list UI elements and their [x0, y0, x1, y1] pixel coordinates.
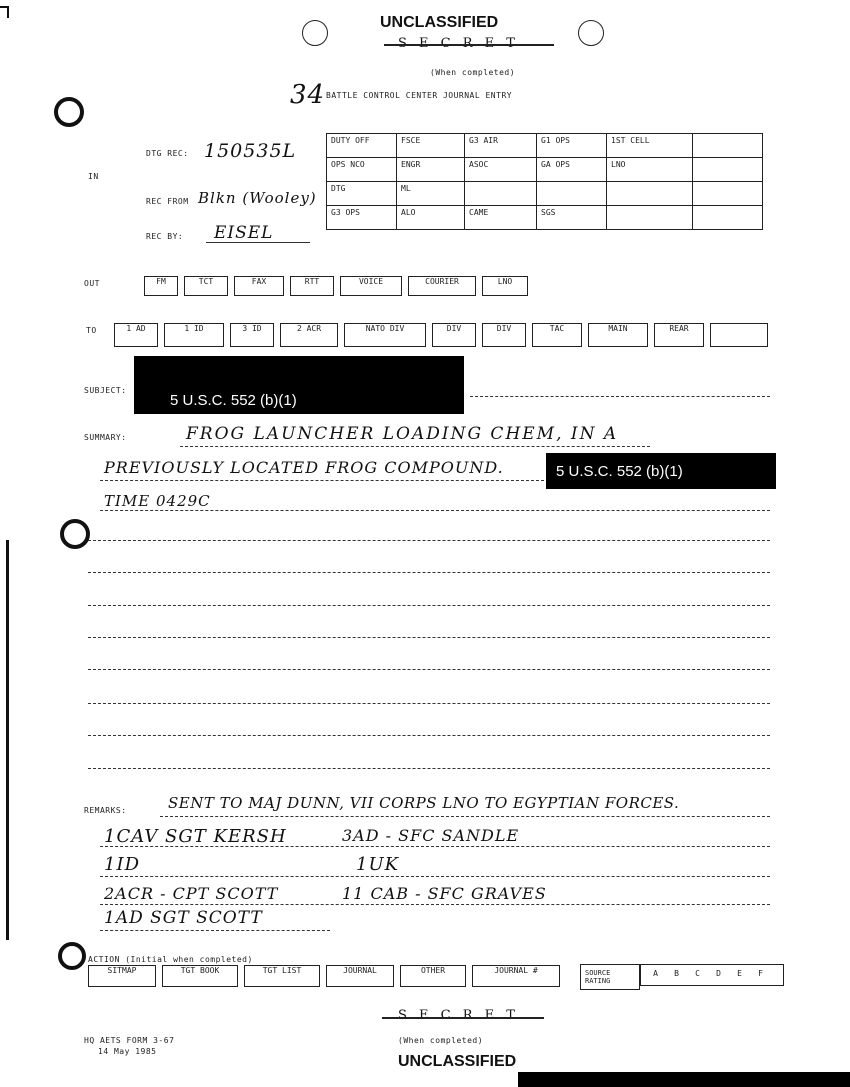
routing-cell: G3 OPS	[326, 205, 397, 230]
when-completed-bottom: (When completed)	[398, 1036, 484, 1045]
to-row	[114, 323, 774, 347]
summary-line-3: TIME 0429C	[104, 492, 211, 510]
bottom-black-bar	[518, 1072, 850, 1087]
source-rating-label-box	[580, 964, 640, 990]
form-number: HQ AETS FORM 3-67	[84, 1036, 175, 1045]
summary-redaction-text: 5 U.S.C. 552 (b)(1)	[556, 463, 683, 480]
handwritten-page-number: 34	[290, 80, 326, 110]
out-row	[144, 276, 544, 296]
dtg-rec-value: 150535L	[204, 140, 297, 162]
rec-by-underline	[206, 242, 310, 243]
action-label: ACTION (Initial when completed)	[88, 955, 253, 964]
ruled-line	[88, 540, 770, 541]
routing-cell	[464, 181, 537, 206]
remarks-line-3b: 1UK	[356, 854, 400, 875]
in-label: IN	[88, 172, 99, 181]
rec-from-label: REC FROM	[146, 197, 189, 206]
rating-letter: B	[674, 969, 679, 978]
to-unit-box: TAC	[532, 323, 582, 347]
remarks-line-4a: 2ACR - CPT SCOTT	[104, 884, 279, 903]
out-method-box: LNO	[482, 276, 528, 296]
to-unit-box	[710, 323, 768, 347]
punch-hole-bottom	[58, 942, 86, 970]
rating-letter: A	[653, 969, 658, 978]
action-box: SITMAP	[88, 965, 156, 987]
remarks-underline-3	[100, 876, 770, 877]
subject-redaction-text: 5 U.S.C. 552 (b)(1)	[170, 392, 297, 409]
source-rating-label: SOURCE RATING	[585, 969, 611, 985]
to-unit-box: 1 AD	[114, 323, 158, 347]
rating-letter: C	[695, 969, 700, 978]
routing-cell	[536, 181, 607, 206]
to-unit-box: DIV	[482, 323, 526, 347]
routing-cell: GA OPS	[536, 157, 607, 182]
summary-underline-3	[100, 510, 770, 511]
punch-circle-right	[578, 20, 604, 46]
secret-strikethrough-bottom	[382, 1017, 544, 1019]
to-unit-box: NATO DIV	[344, 323, 426, 347]
out-method-box: COURIER	[408, 276, 476, 296]
rating-letter: F	[758, 969, 763, 978]
ruled-line	[88, 605, 770, 606]
classification-bottom: UNCLASSIFIED	[398, 1053, 517, 1070]
routing-cell: 1ST CELL	[606, 133, 693, 158]
remarks-line-2a: 1CAV SGT KERSH	[104, 826, 287, 847]
action-box: JOURNAL #	[472, 965, 560, 987]
out-method-box: TCT	[184, 276, 228, 296]
action-row	[88, 965, 576, 987]
to-unit-box: REAR	[654, 323, 704, 347]
to-label: TO	[86, 326, 97, 335]
to-unit-box: DIV	[432, 323, 476, 347]
rec-by-label: REC BY:	[146, 232, 184, 241]
rating-letter: D	[716, 969, 721, 978]
routing-cell: ENGR	[396, 157, 465, 182]
secret-marking-bottom: S E C R E T	[398, 1008, 519, 1023]
routing-cell: ALO	[396, 205, 465, 230]
routing-grid	[326, 133, 762, 229]
action-box: OTHER	[400, 965, 466, 987]
routing-cell	[692, 157, 763, 182]
ruled-line	[88, 703, 770, 704]
routing-cell: DUTY OFF	[326, 133, 397, 158]
routing-cell: OPS NCO	[326, 157, 397, 182]
summary-underline-1	[180, 446, 650, 447]
summary-underline-2	[100, 480, 544, 481]
secret-marking-top: S E C R E T	[398, 36, 519, 51]
form-date: 14 May 1985	[98, 1047, 157, 1056]
subject-redaction	[134, 356, 464, 414]
routing-cell	[692, 205, 763, 230]
remarks-line-2b: 3AD - SFC SANDLE	[342, 826, 520, 845]
dtg-rec-label: DTG REC:	[146, 149, 189, 158]
out-label: OUT	[84, 279, 100, 288]
routing-cell: CAME	[464, 205, 537, 230]
out-method-box: FAX	[234, 276, 284, 296]
action-box: TGT BOOK	[162, 965, 238, 987]
ruled-line	[88, 768, 770, 769]
remarks-underline-2	[100, 846, 770, 847]
ruled-line	[88, 735, 770, 736]
remarks-line-4b: 11 CAB - SFC GRAVES	[342, 884, 547, 903]
ratings-box	[640, 964, 784, 986]
rating-letter: E	[737, 969, 742, 978]
summary-label: SUMMARY:	[84, 433, 127, 442]
action-box: JOURNAL	[326, 965, 394, 987]
routing-cell: DTG	[326, 181, 397, 206]
routing-cell	[606, 205, 693, 230]
routing-cell: SGS	[536, 205, 607, 230]
corner-mark-vertical	[7, 6, 9, 18]
subject-label: SUBJECT:	[84, 386, 127, 395]
summary-redaction	[546, 453, 776, 489]
routing-cell	[606, 181, 693, 206]
remarks-line-5a: 1AD SGT SCOTT	[104, 908, 263, 928]
routing-cell	[692, 181, 763, 206]
routing-cell: LNO	[606, 157, 693, 182]
ruled-line	[88, 572, 770, 573]
punch-hole-middle	[60, 519, 90, 549]
out-method-box: VOICE	[340, 276, 402, 296]
ruled-line	[88, 637, 770, 638]
secret-strikethrough-top	[384, 44, 554, 46]
routing-cell: G3 AIR	[464, 133, 537, 158]
classification-top: UNCLASSIFIED	[380, 14, 499, 31]
to-unit-box: 2 ACR	[280, 323, 338, 347]
remarks-line-1: SENT TO MAJ DUNN, VII CORPS LNO TO EGYPTIAN FORCES.	[168, 794, 680, 812]
subject-line	[470, 396, 770, 397]
routing-cell: FSCE	[396, 133, 465, 158]
ruled-line	[88, 669, 770, 670]
to-unit-box: MAIN	[588, 323, 648, 347]
routing-cell: G1 OPS	[536, 133, 607, 158]
to-unit-box: 1 ID	[164, 323, 224, 347]
routing-cell: ML	[396, 181, 465, 206]
rec-by-value: EISEL	[214, 223, 274, 243]
remarks-underline-4	[100, 904, 770, 905]
when-completed-top: (When completed)	[430, 68, 516, 77]
form-title: BATTLE CONTROL CENTER JOURNAL ENTRY	[326, 91, 513, 100]
summary-line-1: FROG LAUNCHER LOADING CHEM, IN A	[186, 424, 619, 444]
binding-bar	[6, 540, 9, 940]
routing-cell: ASOC	[464, 157, 537, 182]
out-method-box: RTT	[290, 276, 334, 296]
routing-cell	[692, 133, 763, 158]
action-box: TGT LIST	[244, 965, 320, 987]
remarks-underline-5	[100, 930, 330, 931]
remarks-underline-1	[160, 816, 770, 817]
punch-circle-left	[302, 20, 328, 46]
to-unit-box: 3 ID	[230, 323, 274, 347]
out-method-box: FM	[144, 276, 178, 296]
summary-line-2: PREVIOUSLY LOCATED FROG COMPOUND.	[104, 458, 504, 477]
remarks-line-3a: 1ID	[104, 854, 140, 875]
rec-from-value: Blkn (Wooley)	[198, 189, 317, 207]
remarks-label: REMARKS:	[84, 806, 127, 815]
punch-hole-left	[54, 97, 84, 127]
